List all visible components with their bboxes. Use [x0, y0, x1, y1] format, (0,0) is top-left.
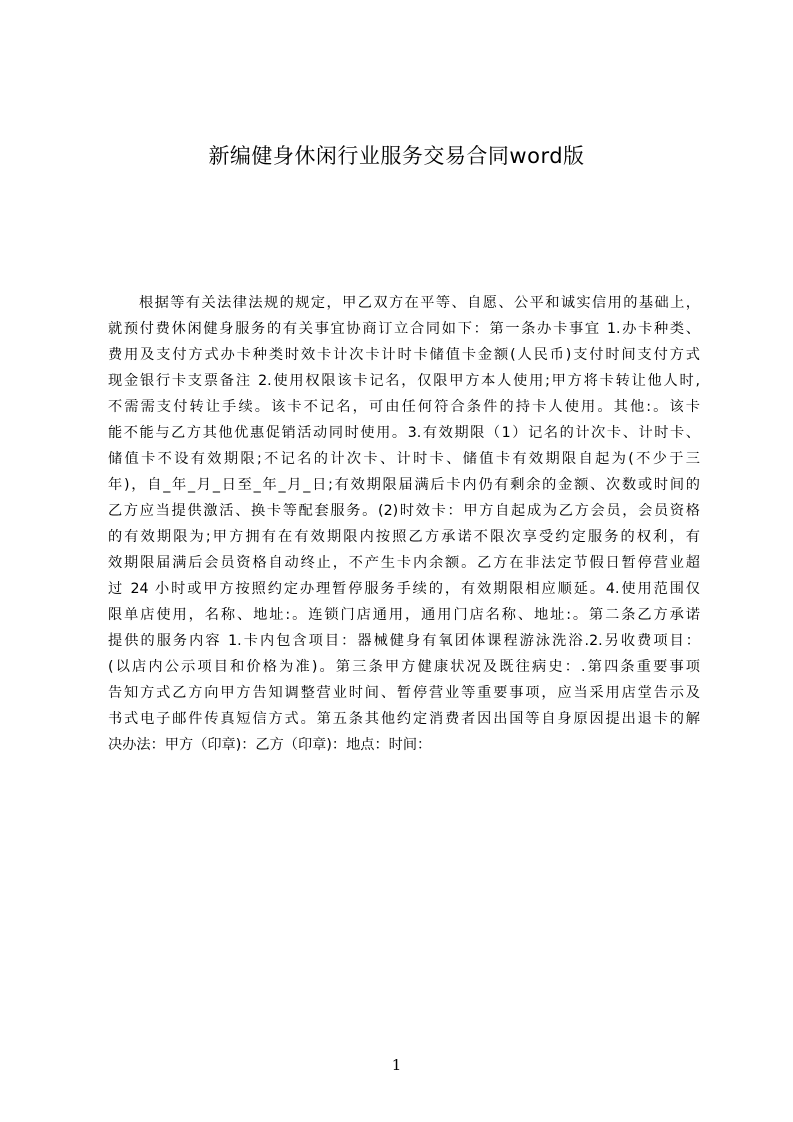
paragraph-line: 现金银行卡支票备注 2.使用权限该卡记名，仅限甲方本人使用;甲方将卡转让他人时,	[108, 373, 700, 389]
paragraph-line: 提供的服务内容 1.卡内包含项目：器械健身有氧团体课程游泳洗浴.2.另收费项目：	[108, 633, 700, 649]
paragraph-line: 储值卡不设有效期限;不记名的计次卡、计时卡、储值卡有效期限自起为(不少于三	[108, 451, 700, 467]
page-number: 1	[391, 1056, 402, 1074]
paragraph-line: 限单店使用，名称、地址:。连锁门店通用，通用门店名称、地址:。第二条乙方承诺	[108, 607, 700, 623]
paragraph-line: 不需需支付转让手续。该卡不记名，可由任何符合条件的持卡人使用。其他:。该卡	[108, 399, 700, 415]
contract-body	[108, 290, 700, 758]
paragraph-line: 费用及支付方式办卡种类时效卡计次卡计时卡储值卡金额(人民币)支付时间支付方式	[108, 347, 700, 363]
paragraph-line: 过 24 小时或甲方按照约定办理暂停服务手续的，有效期限相应顺延。4.使用范围仅	[108, 581, 700, 597]
paragraph-line: 的有效期限为;甲方拥有在有效期限内按照乙方承诺不限次享受约定服务的权利，有	[108, 529, 700, 545]
paragraph-line: 效期限届满后会员资格自动终止，不产生卡内余额。乙方在非法定节假日暂停营业超	[108, 555, 700, 571]
paragraph-line: 就预付费休闲健身服务的有关事宜协商订立合同如下：第一条办卡事宜 1.办卡种类、	[108, 321, 700, 337]
paragraph-line: 年)，自_年_月_日至_年_月_日;有效期限届满后卡内仍有剩余的金额、次数或时间的	[108, 477, 700, 493]
paragraph-line: (以店内公示项目和价格为准)。第三条甲方健康状况及既往病史：.第四条重要事项	[108, 659, 700, 675]
document-title: 新编健身休闲行业服务交易合同word版	[208, 144, 585, 168]
paragraph-line: 乙方应当提供激活、换卡等配套服务。(2)时效卡：甲方自起成为乙方会员，会员资格	[108, 503, 700, 519]
paragraph-line: 决办法：甲方（印章)：乙方（印章)：地点：时间：	[108, 737, 432, 753]
paragraph-line: 告知方式乙方向甲方告知调整营业时间、暂停营业等重要事项，应当采用店堂告示及	[108, 685, 700, 701]
paragraph-line: 书式电子邮件传真短信方式。第五条其他约定消费者因出国等自身原因提出退卡的解	[108, 711, 700, 727]
paragraph-line: 根据等有关法律法规的规定，甲乙双方在平等、自愿、公平和诚实信用的基础上，	[139, 295, 700, 311]
paragraph-line: 能不能与乙方其他优惠促销活动同时使用。3.有效期限（1）记名的计次卡、计时卡、	[108, 425, 700, 441]
